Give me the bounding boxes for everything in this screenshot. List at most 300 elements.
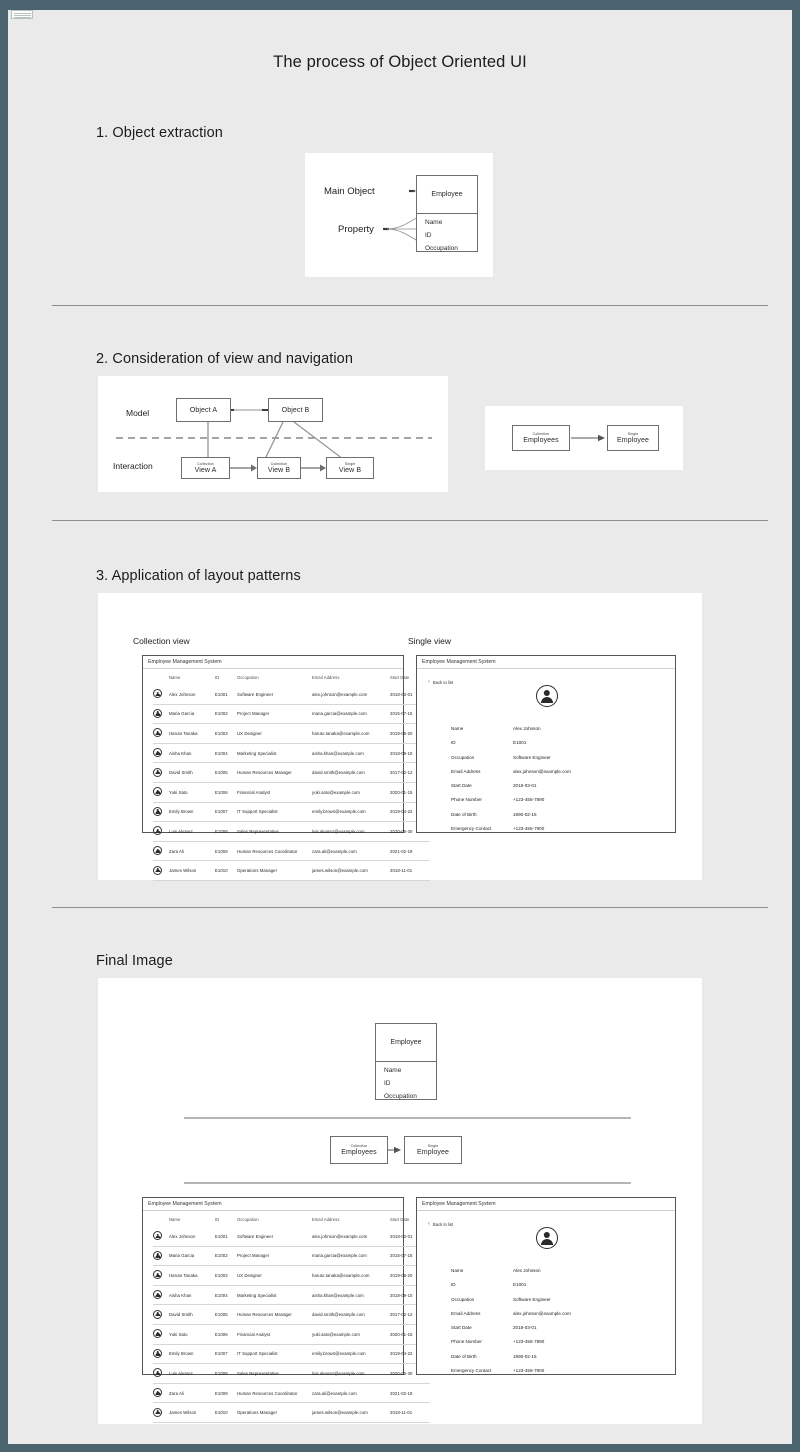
- row-avatar-cell: [153, 1227, 169, 1246]
- applied-node-employee: [607, 425, 659, 451]
- cell-occupation: Software Engineer: [237, 685, 312, 704]
- cell-name: David Smith: [169, 763, 215, 783]
- detail-label: Start Date: [451, 1325, 472, 1331]
- cell-start: 2018-11-01: [390, 861, 430, 881]
- cell-id: E1008: [215, 1364, 237, 1384]
- detail-label: Date of Birth: [451, 811, 477, 817]
- row-avatar-cell: [153, 1305, 169, 1325]
- cell-occupation: Financial Analyst: [237, 1324, 312, 1344]
- cell-email: emily.brown@example.com: [312, 1344, 390, 1364]
- person-avatar-icon: [153, 1368, 162, 1377]
- interaction-row-label: Interaction: [113, 461, 153, 471]
- cell-email: zara.ali@example.com: [312, 841, 390, 861]
- table-row[interactable]: [153, 724, 430, 744]
- cell-name: Haruto Tanaka: [169, 1266, 215, 1286]
- view-navigation-canvas: [98, 376, 448, 492]
- row-avatar-cell: [153, 763, 169, 783]
- cell-occupation: Marketing Specialist: [237, 743, 312, 763]
- node-kicker: Single: [627, 432, 639, 436]
- detail-row: [451, 1282, 571, 1287]
- detail-value: +123-456-7900: [513, 826, 545, 832]
- ems-title-bar: [143, 656, 403, 669]
- entity-property: ID: [425, 231, 432, 239]
- table-col-email: Email Address: [312, 675, 340, 680]
- row-avatar-cell: [153, 1364, 169, 1384]
- table-col-id: ID: [215, 1217, 220, 1222]
- cell-start: 2015-07-15: [390, 1246, 430, 1266]
- object-extraction-canvas: [305, 153, 493, 277]
- person-avatar-icon: [153, 728, 162, 737]
- person-avatar-icon: [153, 1290, 162, 1299]
- row-avatar-cell: [153, 743, 169, 763]
- cell-name: David Smith: [169, 1305, 215, 1325]
- cell-occupation: IT Support Specialist: [237, 802, 312, 822]
- cell-email: maria.garcia@example.com: [312, 704, 390, 724]
- chevron-left-icon: ‹: [428, 679, 430, 685]
- cell-name: Emily Brown: [169, 1344, 215, 1364]
- cell-occupation: IT Support Specialist: [237, 1344, 312, 1364]
- person-avatar-icon: [153, 1310, 162, 1319]
- person-avatar-icon: [153, 1231, 162, 1240]
- cell-id: E1007: [215, 802, 237, 822]
- cell-id: E1005: [215, 1305, 237, 1325]
- cell-id: E1006: [215, 1324, 237, 1344]
- cell-start: 2020-01-15: [390, 782, 430, 802]
- section-heading-layout-patterns: 3. Application of layout patterns: [96, 568, 301, 584]
- table-col-occupation: Occupation: [237, 675, 259, 680]
- final-node-employee: [404, 1136, 462, 1164]
- cell-id: E1005: [215, 763, 237, 783]
- cell-email: alex.johnson@example.com: [312, 685, 390, 704]
- back-to-list-link[interactable]: [428, 680, 453, 686]
- person-avatar-icon: [153, 748, 162, 757]
- detail-row: [451, 1311, 571, 1316]
- cell-start: 2018-11-01: [390, 1403, 430, 1423]
- applied-node-employees: [512, 425, 570, 451]
- cell-start: 2019-06-20: [390, 1266, 430, 1286]
- node-title: Object A: [189, 406, 218, 414]
- cell-email: yuki.sato@example.com: [312, 1324, 390, 1344]
- detail-row: [451, 1325, 571, 1330]
- person-avatar-icon: [153, 1408, 162, 1417]
- cell-id: E1010: [215, 1403, 237, 1423]
- cell-occupation: Human Resources Manager: [237, 763, 312, 783]
- entity-property: ID: [384, 1079, 391, 1087]
- cell-email: james.wilson@example.com: [312, 861, 390, 881]
- node-title: Employees: [523, 437, 559, 444]
- node-title: Employee: [617, 437, 649, 444]
- app-window: [8, 10, 792, 1444]
- row-avatar-cell: [153, 782, 169, 802]
- row-avatar-cell: [153, 685, 169, 704]
- table-row[interactable]: [153, 1344, 430, 1364]
- page-title: The process of Object Oriented UI: [273, 53, 527, 71]
- cell-name: Maria Garcia: [169, 1246, 215, 1266]
- cell-id: E1007: [215, 1344, 237, 1364]
- person-avatar-icon: [153, 1329, 162, 1338]
- detail-label: ID: [451, 740, 456, 746]
- table-col-email: Email Address: [312, 1217, 340, 1222]
- cell-email: yuki.sato@example.com: [312, 782, 390, 802]
- ems-single-window: [416, 655, 676, 833]
- detail-label: Occupation: [451, 1296, 475, 1302]
- cell-name: Zara Ali: [169, 1383, 215, 1403]
- row-avatar-cell: [153, 1324, 169, 1344]
- detail-value: 2018-03-01: [513, 1325, 537, 1331]
- cell-name: James Wilson: [169, 1403, 215, 1423]
- table-row[interactable]: [153, 704, 430, 724]
- detail-row: [451, 1268, 571, 1273]
- cell-email: alex.johnson@example.com: [312, 1227, 390, 1246]
- model-row-label: Model: [126, 408, 150, 418]
- ems-app-title: Employee Management System: [422, 1201, 496, 1207]
- detail-value: Software Engineer: [513, 1296, 551, 1302]
- row-avatar-cell: [153, 822, 169, 842]
- detail-row: [451, 1297, 571, 1302]
- table-row[interactable]: [153, 1364, 430, 1384]
- cell-name: Luis Alvarez: [169, 822, 215, 842]
- cell-occupation: Operations Manager: [237, 861, 312, 881]
- person-avatar-icon: [153, 807, 162, 816]
- cell-occupation: Human Resources Coordinator: [237, 841, 312, 861]
- section-heading-object-extraction: 1. Object extraction: [96, 125, 223, 141]
- detail-label: Name: [451, 1268, 464, 1273]
- applied-navigation-canvas: [485, 406, 683, 470]
- cell-name: James Wilson: [169, 861, 215, 881]
- cell-name: Aisha Khan: [169, 1285, 215, 1305]
- detail-value: 2018-03-01: [513, 783, 537, 789]
- cell-start: 2020-05-30: [390, 1364, 430, 1384]
- table-row[interactable]: [153, 802, 430, 822]
- cell-occupation: Project Manager: [237, 704, 312, 724]
- cell-id: E1004: [215, 743, 237, 763]
- table-col-name: Name: [169, 675, 181, 680]
- detail-label: Phone Number: [451, 797, 482, 803]
- row-avatar-cell: [153, 724, 169, 744]
- table-row[interactable]: [153, 1285, 430, 1305]
- detail-value: Alex Johnson: [513, 1268, 541, 1273]
- node-title: View A: [194, 467, 217, 474]
- cell-name: Alex Johnson: [169, 1227, 215, 1246]
- table-row[interactable]: [153, 1246, 430, 1266]
- ems-title-bar: [417, 656, 675, 669]
- table-col-id: ID: [215, 675, 220, 680]
- detail-row: [451, 755, 571, 760]
- cell-occupation: Software Engineer: [237, 1227, 312, 1246]
- person-avatar-icon: [536, 1227, 558, 1249]
- cell-start: 2018-09-10: [390, 1285, 430, 1305]
- ems-app-title: Employee Management System: [148, 1201, 222, 1207]
- node-kicker: Collection: [197, 462, 214, 466]
- person-avatar-icon: [153, 1349, 162, 1358]
- person-avatar-icon: [153, 787, 162, 796]
- detail-row: [451, 812, 571, 817]
- entity-property: Occupation: [384, 1092, 417, 1100]
- detail-value: 1990-02-15: [513, 811, 537, 817]
- person-avatar-icon: [153, 846, 162, 855]
- node-title: Employee: [417, 1149, 449, 1156]
- cell-occupation: Human Resources Manager: [237, 1305, 312, 1325]
- table-row[interactable]: [153, 1383, 430, 1403]
- cell-start: 2018-03-01: [390, 1227, 430, 1246]
- cell-occupation: UX Designer: [237, 1266, 312, 1286]
- ems-app-title: Employee Management System: [148, 659, 222, 665]
- row-avatar-cell: [153, 704, 169, 724]
- window-controls-icon[interactable]: [11, 10, 33, 19]
- row-avatar-cell: [153, 802, 169, 822]
- table-col-name: Name: [169, 1217, 181, 1222]
- entity-name: Employee: [376, 1024, 436, 1062]
- ems-title-bar: [143, 1198, 403, 1211]
- cell-email: zara.ali@example.com: [312, 1383, 390, 1403]
- section-heading-view-navigation: 2. Consideration of view and navigation: [96, 351, 354, 367]
- row-avatar-cell: [153, 1266, 169, 1286]
- cell-id: E1004: [215, 1285, 237, 1305]
- cell-name: Yuki Sato: [169, 1324, 215, 1344]
- table-row[interactable]: [153, 1403, 430, 1423]
- cell-start: 2018-09-10: [390, 743, 430, 763]
- entity-property: Occupation: [425, 244, 458, 252]
- node-title: View B: [338, 467, 362, 474]
- ems-app-title: Employee Management System: [422, 659, 496, 665]
- cell-start: 2021-02-19: [390, 841, 430, 861]
- final-image-canvas: [98, 978, 702, 1424]
- node-title: Object B: [281, 406, 310, 414]
- cell-occupation: Sales Representative: [237, 1364, 312, 1384]
- row-avatar-cell: [153, 1344, 169, 1364]
- cell-start: 2017-02-12: [390, 1305, 430, 1325]
- person-avatar-icon: [536, 685, 558, 707]
- cell-email: aisha.khan@example.com: [312, 743, 390, 763]
- detail-value: E1001: [513, 1282, 527, 1288]
- node-title: Employees: [341, 1149, 377, 1156]
- person-avatar-icon: [153, 1270, 162, 1279]
- employee-table-body: [153, 685, 430, 880]
- table-col-avatar: [153, 1211, 169, 1227]
- view-node-view-b-single: [326, 457, 374, 479]
- detail-value: +123-456-7890: [513, 797, 545, 803]
- employee-table-body: [153, 1227, 430, 1422]
- detail-label: Name: [451, 726, 464, 731]
- detail-label: Start Date: [451, 783, 472, 789]
- employee-detail-list: [451, 1268, 571, 1382]
- detail-label: Phone Number: [451, 1339, 482, 1345]
- detail-value: E1001: [513, 740, 527, 746]
- detail-value: alex.johnson@example.com: [513, 768, 571, 774]
- detail-label: Email Address: [451, 768, 481, 774]
- table-row[interactable]: [153, 1266, 430, 1286]
- cell-name: Aisha Khan: [169, 743, 215, 763]
- table-row[interactable]: [153, 1324, 430, 1344]
- employee-detail-list: [451, 726, 571, 840]
- cell-name: Maria Garcia: [169, 704, 215, 724]
- detail-label: ID: [451, 1282, 456, 1288]
- node-kicker: Collection: [350, 1144, 368, 1148]
- cell-email: luis.alvarez@example.com: [312, 822, 390, 842]
- table-row[interactable]: [153, 841, 430, 861]
- detail-value: Software Engineer: [513, 754, 551, 760]
- detail-row: [451, 1368, 571, 1373]
- cell-name: Luis Alvarez: [169, 1364, 215, 1384]
- cell-occupation: Marketing Specialist: [237, 1285, 312, 1305]
- detail-row: [451, 740, 571, 745]
- detail-row: [451, 783, 571, 788]
- detail-row: [451, 769, 571, 774]
- property-label: Property: [338, 224, 374, 235]
- ems-title-bar: [417, 1198, 675, 1211]
- entity-property: Name: [384, 1066, 402, 1074]
- cell-email: david.smith@example.com: [312, 1305, 390, 1325]
- table-row[interactable]: [153, 822, 430, 842]
- cell-name: Zara Ali: [169, 841, 215, 861]
- cell-email: haruto.tanaka@example.com: [312, 724, 390, 744]
- back-to-list-link[interactable]: [428, 1222, 453, 1228]
- detail-value: +123-456-7900: [513, 1368, 545, 1374]
- cell-name: Alex Johnson: [169, 685, 215, 704]
- table-row[interactable]: [153, 1227, 430, 1246]
- detail-label: Date of Birth: [451, 1353, 477, 1359]
- cell-id: E1003: [215, 1266, 237, 1286]
- cell-id: E1001: [215, 685, 237, 704]
- cell-id: E1009: [215, 1383, 237, 1403]
- section-divider: [52, 305, 768, 306]
- cell-start: 2020-05-30: [390, 822, 430, 842]
- cell-occupation: Project Manager: [237, 1246, 312, 1266]
- node-kicker: Single: [427, 1144, 439, 1148]
- cell-occupation: Sales Representative: [237, 822, 312, 842]
- detail-value: 1990-02-15: [513, 1353, 537, 1359]
- entity-property: Name: [425, 218, 443, 226]
- cell-occupation: Financial Analyst: [237, 782, 312, 802]
- detail-row: [451, 1339, 571, 1344]
- cell-email: james.wilson@example.com: [312, 1403, 390, 1423]
- final-ems-collection-window: [142, 1197, 413, 1416]
- cell-start: 2020-01-15: [390, 1324, 430, 1344]
- cell-name: Haruto Tanaka: [169, 724, 215, 744]
- cell-start: 2017-02-12: [390, 763, 430, 783]
- cell-email: haruto.tanaka@example.com: [312, 1266, 390, 1286]
- cell-occupation: UX Designer: [237, 724, 312, 744]
- cell-id: E1001: [215, 1227, 237, 1246]
- employee-table[interactable]: [153, 669, 430, 881]
- layout-patterns-canvas: [98, 593, 702, 880]
- single-view-caption: Single view: [408, 636, 451, 646]
- node-kicker: Single: [344, 462, 356, 466]
- node-kicker: Collection: [532, 432, 550, 436]
- table-row[interactable]: [153, 782, 430, 802]
- entity-name: Employee: [417, 176, 477, 214]
- collection-view-caption: Collection view: [133, 636, 190, 646]
- main-object-label: Main Object: [324, 186, 375, 197]
- person-avatar-icon: [153, 1388, 162, 1397]
- row-avatar-cell: [153, 1246, 169, 1266]
- cell-start: 2019-04-22: [390, 1344, 430, 1364]
- cell-start: 2019-04-22: [390, 802, 430, 822]
- detail-label: Occupation: [451, 754, 475, 760]
- detail-label: Email Address: [451, 1310, 481, 1316]
- person-avatar-icon: [153, 709, 162, 718]
- person-avatar-icon: [153, 1251, 162, 1260]
- cell-email: emily.brown@example.com: [312, 802, 390, 822]
- detail-row: [451, 797, 571, 802]
- detail-row: [451, 726, 571, 731]
- table-col-occupation: Occupation: [237, 1217, 259, 1222]
- cell-id: E1010: [215, 861, 237, 881]
- row-avatar-cell: [153, 1383, 169, 1403]
- model-node-object-b: [268, 398, 323, 422]
- row-avatar-cell: [153, 1403, 169, 1423]
- table-row[interactable]: [153, 1305, 430, 1325]
- cell-start: 2021-02-19: [390, 1383, 430, 1403]
- person-avatar-icon: [153, 689, 162, 698]
- back-to-list-label: Back to list: [432, 1222, 454, 1228]
- cell-email: maria.garcia@example.com: [312, 1246, 390, 1266]
- cell-name: Emily Brown: [169, 802, 215, 822]
- table-row[interactable]: [153, 743, 430, 763]
- table-row[interactable]: [153, 763, 430, 783]
- detail-row: [451, 826, 571, 831]
- cell-id: E1002: [215, 704, 237, 724]
- row-avatar-cell: [153, 841, 169, 861]
- detail-label: Emergency Contact: [451, 826, 492, 832]
- final-ems-single-window: [416, 1197, 676, 1375]
- chevron-left-icon: ‹: [428, 1221, 430, 1227]
- final-node-employees: [330, 1136, 388, 1164]
- view-node-view-a: [181, 457, 230, 479]
- table-col-avatar: [153, 669, 169, 685]
- table-row[interactable]: [153, 685, 430, 704]
- section-divider: [52, 520, 768, 521]
- cell-id: E1008: [215, 822, 237, 842]
- cell-email: luis.alvarez@example.com: [312, 1364, 390, 1384]
- node-kicker: Collection: [270, 462, 288, 466]
- section-heading-final-image: Final Image: [96, 953, 173, 969]
- detail-row: [451, 1354, 571, 1359]
- cell-id: E1003: [215, 724, 237, 744]
- cell-start: 2018-03-01: [390, 685, 430, 704]
- cell-start: 2015-07-15: [390, 704, 430, 724]
- cell-id: E1006: [215, 782, 237, 802]
- cell-id: E1002: [215, 1246, 237, 1266]
- detail-value: alex.johnson@example.com: [513, 1310, 571, 1316]
- cell-email: david.smith@example.com: [312, 763, 390, 783]
- row-avatar-cell: [153, 861, 169, 881]
- cell-occupation: Human Resources Coordinator: [237, 1383, 312, 1403]
- ems-collection-window: [142, 655, 413, 874]
- detail-label: Emergency Contact: [451, 1368, 492, 1374]
- table-header-row: [153, 669, 430, 685]
- cell-id: E1009: [215, 841, 237, 861]
- person-avatar-icon: [153, 826, 162, 835]
- detail-value: Alex Johnson: [513, 726, 541, 731]
- detail-value: +123-456-7890: [513, 1339, 545, 1345]
- section-divider: [52, 907, 768, 908]
- row-avatar-cell: [153, 1285, 169, 1305]
- table-col-start-date: Start Date: [390, 675, 410, 680]
- cell-email: aisha.khan@example.com: [312, 1285, 390, 1305]
- table-row[interactable]: [153, 861, 430, 881]
- table-header-row: [153, 1211, 430, 1227]
- cell-name: Yuki Sato: [169, 782, 215, 802]
- cell-start: 2019-06-20: [390, 724, 430, 744]
- node-title: View B: [267, 467, 291, 474]
- model-node-object-a: [176, 398, 231, 422]
- employee-entity-card: [416, 175, 478, 252]
- back-to-list-label: Back to list: [432, 680, 454, 686]
- person-avatar-icon: [153, 866, 162, 875]
- employee-table[interactable]: [153, 1211, 430, 1423]
- view-node-view-b-collection: [257, 457, 301, 479]
